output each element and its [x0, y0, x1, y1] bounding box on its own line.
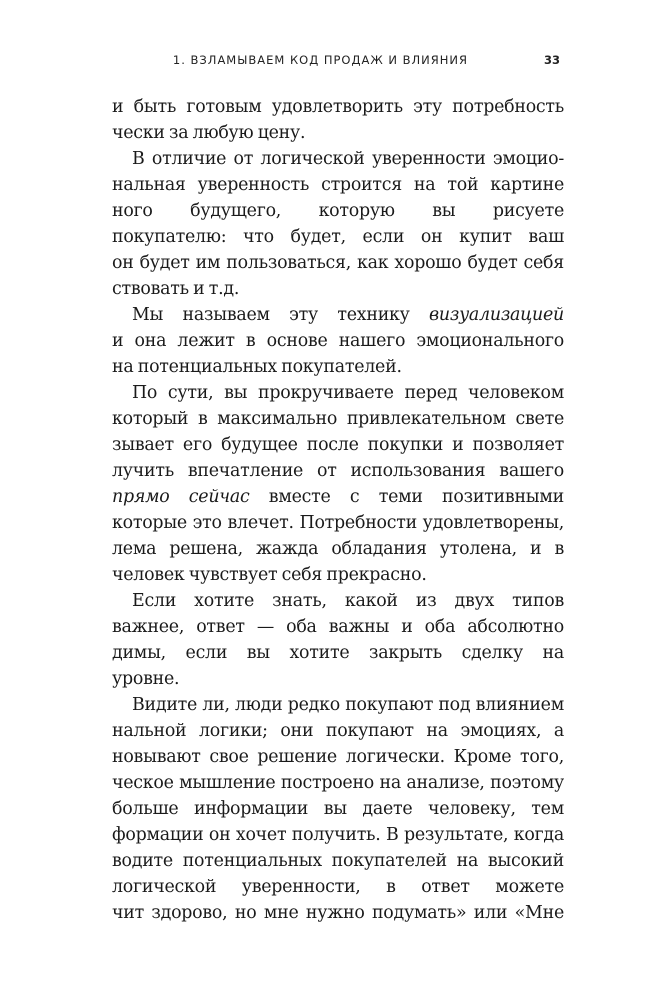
page-number: 33: [543, 53, 560, 67]
paragraph-4: [112, 380, 564, 588]
emphasis-text: визуализацией: [429, 305, 564, 325]
text-line: и быть готовым удовлетворить эту потребность: [112, 97, 564, 117]
paragraph-3: [112, 302, 564, 380]
body-text: [112, 94, 564, 926]
text-fragment: Мы называем эту технику: [132, 305, 430, 325]
text-line: лема решена, жажда обладания утолена, и в: [112, 539, 564, 559]
chapter-title: 1. ВЗЛАМЫВАЕМ КОД ПРОДАЖ И ВЛИЯНИЯ: [172, 53, 468, 67]
text-line: [112, 302, 564, 328]
paragraph-1: [112, 94, 564, 146]
text-line: который в максимально привлекательном свете: [112, 409, 564, 429]
text-line: человек чувствует себя прекрасно.: [112, 565, 427, 585]
text-line: ного будущего, которую вы рисуете: [112, 201, 564, 221]
text-line: [112, 484, 564, 510]
text-line: чески за любую цену.: [112, 123, 306, 143]
text-line: ствовать и т.д.: [112, 279, 240, 299]
text-line: зывает его будущее после покупки и позволяет: [112, 435, 564, 455]
paragraph-6: [112, 692, 564, 926]
text-line: чит здорово, но мне нужно подумать» или «Мне: [112, 903, 564, 923]
paragraph-5: [112, 588, 564, 692]
text-line: новывают свое решение логически. Кроме того,: [112, 747, 564, 767]
text-line: больше информации вы даете человеку, тем: [112, 799, 564, 819]
text-line: логической уверенности, в ответ можете: [112, 877, 564, 897]
text-line: он будет им пользоваться, как хорошо будет себя: [112, 253, 564, 273]
text-line: важнее, ответ — оба важны и оба абсолютно: [112, 617, 564, 637]
emphasis-text: прямо сейчас: [112, 487, 250, 507]
text-line: димы, если вы хотите закрыть сделку на: [112, 643, 564, 663]
text-line: лучить впечатление от использования вашего: [112, 461, 564, 481]
text-line: Видите ли, люди редко покупают под влиянием: [132, 695, 564, 715]
text-line: ческое мышление построено на анализе, поэтому: [112, 773, 564, 793]
running-header: [112, 53, 560, 71]
text-line: формации он хочет получить. В результате, когда: [112, 825, 564, 845]
text-line: которые это влечет. Потребности удовлетворены,: [112, 513, 564, 533]
text-fragment: вместе с теми позитивными: [268, 487, 564, 507]
text-line: уровне.: [112, 669, 180, 689]
text-line: Если хотите знать, какой из двух типов: [132, 591, 564, 611]
text-line: нальная уверенность строится на той картине: [112, 175, 564, 195]
text-line: нальной логики; они покупают на эмоциях, а: [112, 721, 564, 741]
text-line: водите потенциальных покупателей на высокий: [112, 851, 564, 871]
text-line: По сути, вы прокручиваете перед человеком: [132, 383, 564, 403]
paragraph-2: [112, 146, 564, 302]
text-line: и она лежит в основе нашего эмоционального: [112, 331, 564, 351]
text-line: покупателю: что будет, если он купит ваш: [112, 227, 564, 247]
text-line: на потенциальных покупателей.: [112, 357, 402, 377]
text-line: В отличие от логической уверенности эмоцио-: [132, 149, 564, 169]
